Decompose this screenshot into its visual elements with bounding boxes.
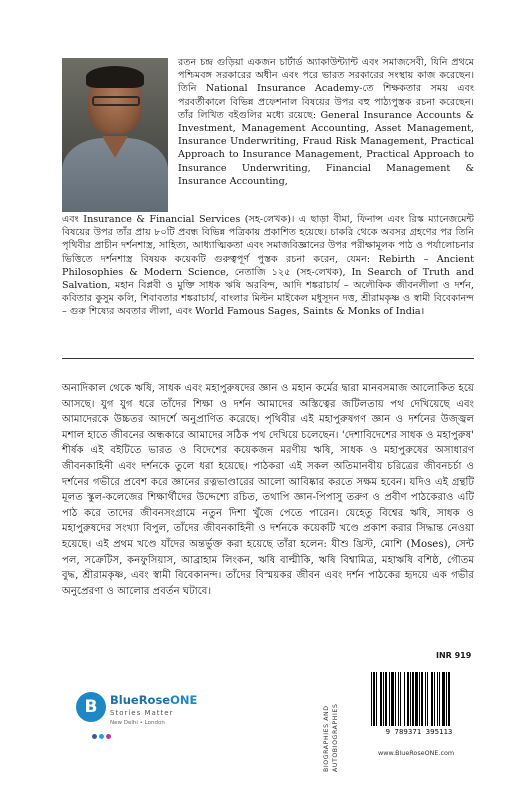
isbn-number: 9 789371 395113 <box>385 727 453 736</box>
author-bio-full-text: এবং Insurance & Financial Services (সহ-লেখক)। এ ছাড়া বীমা, ফিনান্স এবং রিস্ক ম্যানেজমেন্ট বিষয়ের উপর তাঁর প্রায় ৮০টি প্রবন্ধ বিভিন্ন পত্রিকায় প্রকাশিত হয়েছে। চাকরি থেকে অবসর গ্রহণের পর তিনি পৃথিবীর প্রাচীন দর্শনশাস্ত্র, সাহিত্য, আধ্যাত্মিকতা এবং সমাজবিজ্ঞানের উপর পরীক্ষামূলক পাঠ ও পর্যালোচনার ভিত্তিতে দর্শনশাস্ত্র বিষয়ক কয়েকটি গুরুত্বপূর্ণ পুস্তক রচনা করেন, যেমন: Rebirth – Ancient Philosophies & Modern Science, নেতাজি ১২৫ (সহ-লেখক), In Search of Truth and Salvation, মহান বিপ্লবী ও মুক্তি সাধক ঋষি অরবিন্দ, আদি শঙ্করাচার্য – অলৌকিক জীবনলীলা ও দর্শন, কবিতার কুসুম কলি, শিবাবতার শঙ্করাচার্য, বাংলার মিল্টন মাইকেল মধুসূদন দত্ত, শ্রীরামকৃষ্ণ ও স্বামী বিবেকানন্দ – গুরু শিষ্যের অবতার লীলা, এবং World Famous Sages, Saints & Monks of India। <box>62 214 474 318</box>
publisher-logo <box>76 690 216 750</box>
author-bio-full <box>62 213 474 319</box>
social-icons <box>92 734 111 739</box>
publisher-name-one: ONE <box>170 693 198 707</box>
isbn-barcode <box>365 670 473 744</box>
publisher-name <box>110 693 197 707</box>
facebook-icon <box>92 734 97 739</box>
author-bio-side <box>178 56 474 188</box>
book-description-text: অনাদিকাল থেকে ঋষি, সাধক এবং মহাপুরুষদের জ্ঞান ও মহান কর্মের দ্বারা মানবসমাজ আলোকিত হয়ে আসছে। যুগ যুগ ধরে তাঁদের শিক্ষা ও দর্শন আমাদের অস্তিত্বের জটিলতায় পথ দেখিয়েছে এবং আমাদেরকে উচ্চতর আদর্শে অনুপ্রাণিত করেছে। পৃথিবীর এই মহাপুরুষগণ জ্ঞান ও দর্শনের উজ্জ্বল মশাল হাতে জীবনের অন্ধকারে আমাদের সঠিক পথ দেখিয়ে চলেছেন। 'দেশাবিদেশের সাধক ও মহাপুরুষ' শীর্ষক এই বইটিতে ভারত ও বিদেশের কয়েকজন মরণীয় ঋষি, সাধক ও মহাপুরুষের অসাধারণ জীবনকাহিনী এবং দর্শনকে তুলে ধরা হয়েছে। পাঠকরা এই সকল অতিমানবীয় চরিত্রের জীবনচর্চা ও দর্শনের গভীরে প্রবেশ করে জ্ঞানের রত্নভাণ্ডারের আলো আবিষ্কার করতে সক্ষম হবেন। যদিও এই গ্রন্থটি মূলত স্কুল-কলেজের শিক্ষার্থীদের উদ্দেশ্যে রচিত, তথাপি জ্ঞান-পিপাসু তরুণ ও প্রবীণ পাঠকেরাও এটি পাঠ করে তাদের জীবনসংগ্রামে নতুন দিশা খুঁজে পেতে পারেন। যেহেতু বিশ্বের ঋষি, সাধক ও মহাপুরুষদের সংখ্যা বিপুল, তাঁদের জীবনকাহিনী ও দর্শনকে কয়েকটি খণ্ডে প্রকাশ করার সিদ্ধান্ত নেওয়া হয়েছে। এই প্রথম খণ্ডে যাঁদের অন্তর্ভুক্ত করা হয়েছে তাঁরা হলেন: যীশু খ্রিস্ট, মোশি (Moses), সেন্ট পল, সক্রেটিস, কনফুসিয়াস, আব্রাহাম লিংকন, ঋষি বাল্মীকি, ঋষি বিশ্বামিত্র, মহাঋষি বশিষ্ঠ, গৌতম বুদ্ধ, শ্রীরামকৃষ্ণ, এবং স্বামী বিবেকানন্দ। তাঁদের বিস্ময়কর জীবন এবং দর্শন পাঠকের হৃদয়ে এক গভীর অনুপ্রেরণা ও আলোর প্রবর্তন ঘটাবে। <box>62 383 474 597</box>
publisher-cities: New Delhi • London <box>110 720 165 726</box>
publisher-logo-icon: B <box>76 692 106 722</box>
publisher-website: www.BlueRoseONE.com <box>378 749 455 757</box>
publisher-name-main: BlueRose <box>110 693 171 707</box>
section-divider <box>62 358 474 359</box>
publisher-tagline: Stories Matter <box>110 709 174 717</box>
barcode-bars <box>371 672 467 726</box>
barcode-stripe <box>450 672 451 726</box>
category-label: BIOGRAPHIES AND AUTOBIOGRAPHIES <box>323 703 339 772</box>
instagram-icon <box>106 734 111 739</box>
book-description <box>62 381 474 599</box>
author-bio-side-text: রতন চন্দ্র গুড়িয়া একজন চার্টার্ড অ্যাকাউন্ট্যান্ট এবং সমাজসেবী, যিনি প্রথমে পশ্চিমবঙ্গ সরকারের অধীন এবং পরে ভারত সরকারের সংস্থায় কাজ করেছেন। তিনি National Insurance Academy-তে শিক্ষকতার সময় এবং পরবর্তীকালে বিভিন্ন প্রফেশনাল বিষয়ের উপর বহু পাঠ্যপুস্তক রচনা করেছেন। তাঁর লিখিত বইগুলির মধ্যে রয়েছে: General Insurance Accounts & Investment, Management Accounting, Asset Management, Insurance Underwriting, Fraud Risk Management, Practical Approach to Insurance Management, Practical Approach to Insurance Underwriting, Financial Management & Insurance Accounting, <box>178 57 474 187</box>
twitter-icon <box>99 734 104 739</box>
author-photo <box>62 58 168 212</box>
price-label: INR 919 <box>436 651 472 660</box>
